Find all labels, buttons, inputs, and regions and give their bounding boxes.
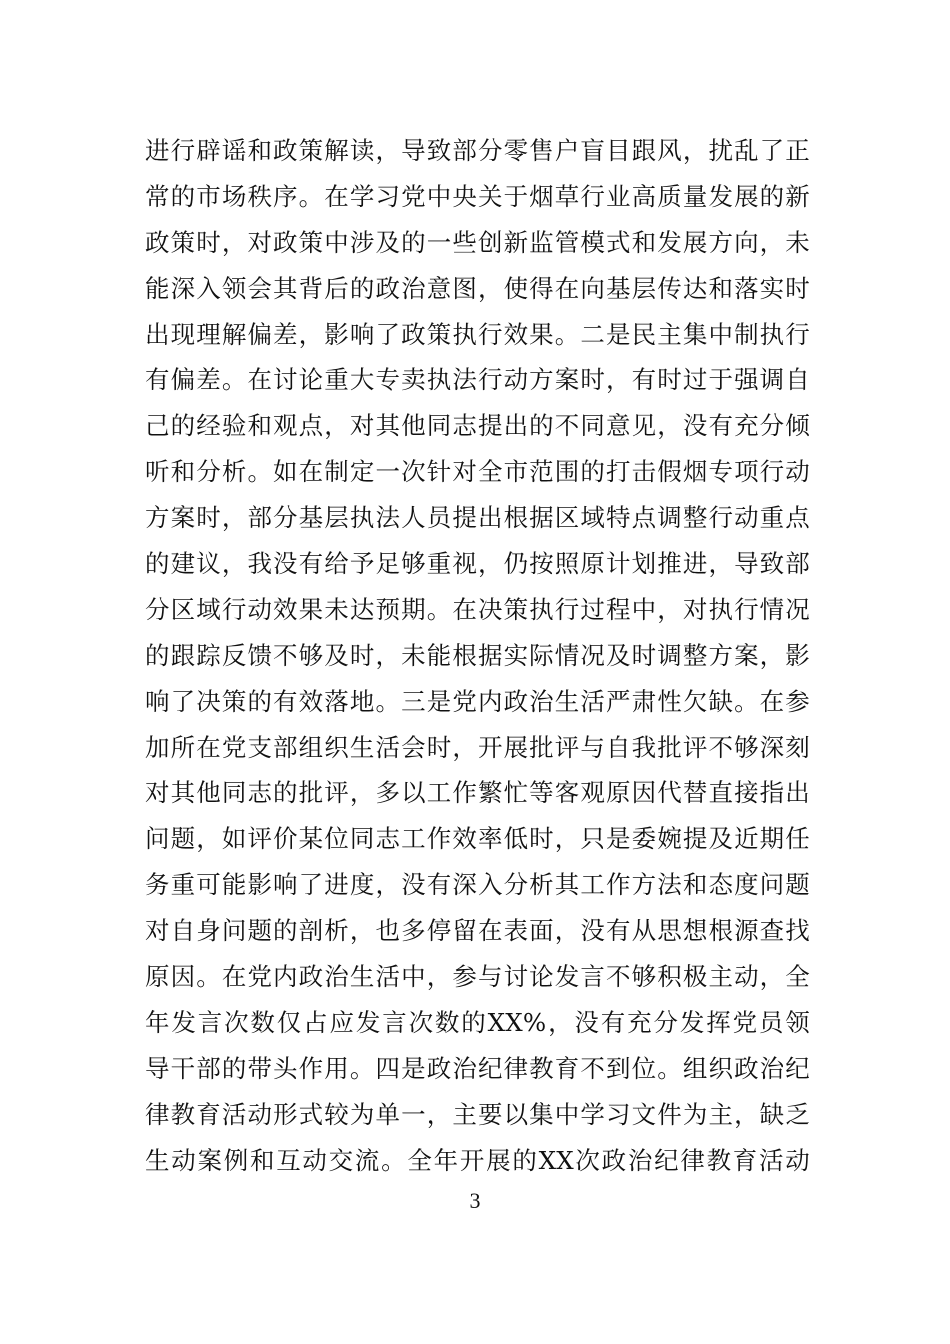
- text-line: 出现理解偏差，影响了政策执行效果。二是民主集中制执行: [145, 319, 810, 349]
- text-line: 生动案例和互动交流。全年开展的XX次政治纪律教育活动: [145, 1145, 810, 1175]
- body-text: [145, 128, 810, 1183]
- text-line: 政策时，对政策中涉及的一些创新监管模式和发展方向，未: [145, 227, 810, 257]
- text-line: 己的经验和观点，对其他同志提出的不同意见，没有充分倾: [145, 411, 810, 441]
- text-line: 分区域行动效果未达预期。在决策执行过程中，对执行情况: [145, 594, 810, 624]
- text-line: 方案时，部分基层执法人员提出根据区域特点调整行动重点: [145, 503, 810, 533]
- text-line: 常的市场秩序。在学习党中央关于烟草行业高质量发展的新: [145, 181, 810, 211]
- text-line: 有偏差。在讨论重大专卖执法行动方案时，有时过于强调自: [145, 365, 810, 395]
- text-line: 原因。在党内政治生活中，参与讨论发言不够积极主动，全: [145, 962, 810, 992]
- text-line: 对自身问题的剖析，也多停留在表面，没有从思想根源查找: [145, 916, 810, 946]
- text-line: 律教育活动形式较为单一，主要以集中学习文件为主，缺乏: [145, 1099, 810, 1129]
- text-line: 能深入领会其背后的政治意图，使得在向基层传达和落实时: [145, 273, 810, 303]
- text-line: 的建议，我没有给予足够重视，仍按照原计划推进，导致部: [145, 549, 810, 579]
- text-line: 进行辟谣和政策解读，导致部分零售户盲目跟风，扰乱了正: [145, 136, 810, 165]
- text-line: 导干部的带头作用。四是政治纪律教育不到位。组织政治纪: [145, 1053, 810, 1083]
- text-line: 的跟踪反馈不够及时，未能根据实际情况及时调整方案，影: [145, 640, 810, 670]
- text-line: 务重可能影响了进度，没有深入分析其工作方法和态度问题: [145, 870, 810, 900]
- text-line: 年发言次数仅占应发言次数的XX%，没有充分发挥党员领: [145, 1007, 810, 1037]
- text-line: 听和分析。如在制定一次针对全市范围的打击假烟专项行动: [145, 457, 810, 487]
- text-line: 响了决策的有效落地。三是党内政治生活严肃性欠缺。在参: [145, 686, 810, 716]
- page-number: 3: [469, 1188, 481, 1213]
- text-line: 对其他同志的批评，多以工作繁忙等客观原因代替直接指出: [145, 778, 810, 808]
- text-line: 加所在党支部组织生活会时，开展批评与自我批评不够深刻: [145, 732, 810, 762]
- text-line: 问题，如评价某位同志工作效率低时，只是委婉提及近期任: [145, 824, 810, 854]
